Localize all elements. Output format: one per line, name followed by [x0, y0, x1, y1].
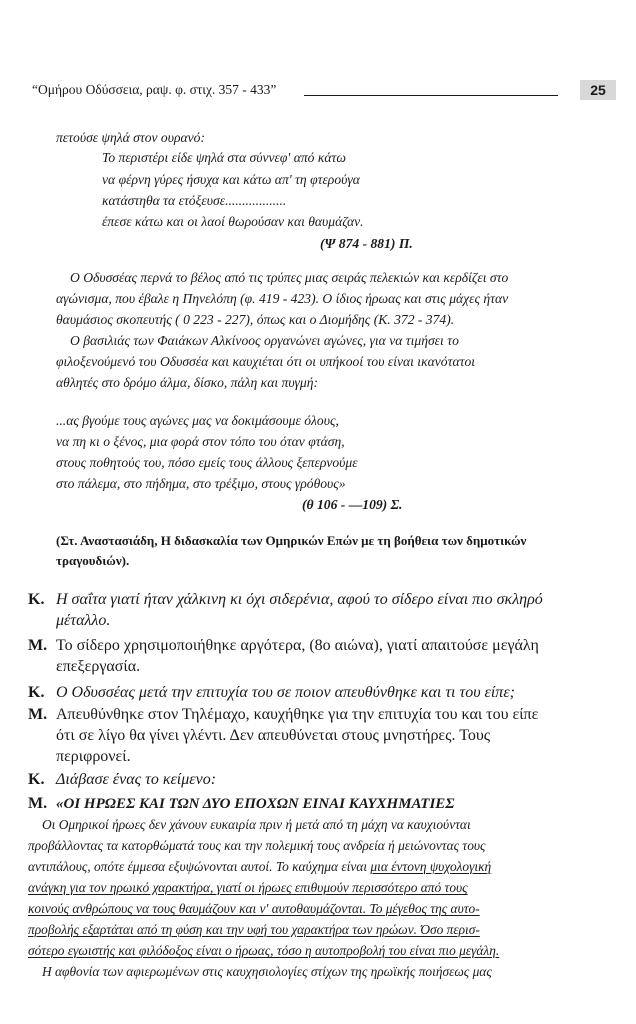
page-header — [32, 80, 606, 102]
essay-line — [28, 859, 491, 875]
essay-line: Οι Ομηρικοί ήρωες δεν χάνουν ευκαιρία πριν ή μετά από τη μάχη να καυχιούνται — [42, 817, 471, 832]
speaker-label: Μ. — [28, 637, 48, 654]
dialogue-line: Το σίδερο χρησιμοποιήθηκε αργότερα, (8ο αιώνα), γιατί απαιτούσε μεγάλη — [56, 637, 539, 654]
dialogue-line: ότι σε λίγο θα γίνει γλέντι. Δεν απευθύνεται στους μνηστήρες. Τους — [56, 727, 491, 744]
speaker-label: Κ. — [28, 771, 45, 788]
verse-line: στους ποθητούς του, πόσο εμείς τους άλλους ξεπερνούμε — [56, 455, 358, 470]
essay-heading: «ΟΙ ΗΡΩΕΣ ΚΑΙ ΤΩΝ ΔΥΟ ΕΠΟΧΩΝ ΕΙΝΑΙ ΚΑΥΧΗΜΑΤΙΕΣ — [56, 796, 455, 812]
page-number: 25 — [580, 80, 616, 100]
essay-line: προβολής εξαρτάται από τη φύση και την υφή του χαρακτήρα των ηρώων. Όσο περισ- — [28, 922, 480, 937]
dialogue-line: περιφρονεί. — [56, 748, 131, 765]
essay-line: κοινούς ανθρώπους να τους θαυμάζουν και ν' αυτοθαυμάζονται. Το μέγεθος της αυτο- — [28, 901, 480, 916]
verse-line: ...ας βγούμε τους αγώνες μας να δοκιμάσουμε όλους, — [56, 413, 339, 428]
header-rule — [304, 95, 558, 96]
essay-text: αντιπάλους, οπότε έμμεσα εξυψώνονται αυτοί. Το καύχημα είναι — [28, 859, 371, 874]
verse-reference: (Ψ 874 - 881) Π. — [320, 236, 413, 251]
prose-line: αθλητές στο δρόμο άλμα, δίσκο, πάλη και πυγμή: — [56, 375, 319, 390]
dialogue-line: Η σαΐτα γιατί ήταν χάλκινη κι όχι σιδερένια, αφού το σίδερο είναι πιο σκληρό — [56, 591, 543, 608]
underlined-text: μια έντονη ψυχολογική — [370, 859, 492, 874]
prose-line: θαυμάσιος σκοπευτής ( 0 223 - 227), όπως και ο Διομήδης (Κ. 372 - 374). — [56, 312, 455, 327]
dialogue-line: επεξεργασία. — [56, 658, 141, 675]
verse-line: να φέρνη γύρες ήσυχα και κάτω απ' τη φτερούγα — [102, 172, 360, 187]
verse-line: Το περιστέρι είδε ψηλά στα σύννεφ' από κάτω — [102, 150, 346, 165]
speaker-label: Μ. — [28, 795, 48, 812]
speaker-label: Κ. — [28, 684, 45, 701]
speaker-label: Κ. — [28, 591, 45, 608]
speaker-label: Μ. — [28, 706, 48, 723]
dialogue-line: Απευθύνθηκε στον Τηλέμαχο, καυχήθηκε για την επιτυχία του και του είπε — [56, 706, 539, 723]
prose-line: Ο Οδυσσέας περνά το βέλος από τις τρύπες μιας σειράς πελεκιών και κερδίζει στο — [70, 270, 509, 285]
essay-line: σότερο εγωιστής και φιλόδοξος είναι ο ήρωας, τόσο η αυτοπροβολή του είναι πιο μεγάλη. — [28, 943, 500, 958]
prose-line: Ο βασιλιάς των Φαιάκων Αλκίνοος οργανώνει αγώνες, για να τιμήσει το — [70, 333, 459, 348]
verse-line: κατάστηθα τα ετόξευσε.................. — [102, 193, 287, 208]
verse-intro: πετούσε ψηλά στον ουρανό: — [56, 130, 205, 145]
essay-line: προβάλλοντας τα κατορθώματά τους και την πολεμική τους ανδρεία ή μειώνοντας τους — [28, 838, 486, 853]
source-note-line: (Στ. Αναστασιάδη, Η διδασκαλία των Ομηρικών Επών με τη βοήθεια των δημοτικών — [56, 533, 527, 548]
dialogue-line: μέταλλο. — [56, 612, 111, 629]
verse-reference: (θ 106 - —109) Σ. — [302, 497, 403, 512]
verse-line: στο πάλεμα, στο πήδημα, στο τρέξιμο, στους γρόθους» — [56, 476, 346, 491]
prose-line: φιλοξενούμενό του Οδυσσέα και καυχιέται ότι οι υπήκοοί του είναι ικανότατοι — [56, 354, 476, 369]
source-note-line: τραγουδιών). — [56, 553, 130, 568]
prose-line: αγώνισμα, που έβαλε η Πηνελόπη (φ. 419 - 423). Ο ίδιος ήρωας και στις μάχες ήταν — [56, 291, 509, 306]
essay-line: ανάγκη για τον ηρωικό χαρακτήρα, γιατί οι ήρωες επιθυμούν περισσότερο από τους — [28, 880, 468, 895]
essay-line: Η αφθονία των αφιερωμένων στις καυχησιολογίες στίχων της ηρωϊκής ποιήσεως μας — [42, 964, 492, 979]
dialogue-line: Ο Οδυσσέας μετά την επιτυχία του σε ποιον απευθύνθηκε και τι του είπε; — [56, 684, 515, 701]
verse-line: έπεσε κάτω και οι λαοί θωρούσαν και θαυμάζαν. — [102, 214, 364, 229]
dialogue-line: Διάβασε ένας το κείμενο: — [56, 771, 217, 788]
verse-line: να πη κι ο ξένος, μια φορά στον τόπο του όταν φτάση, — [56, 434, 345, 449]
running-title: “Ομήρου Οδύσσεια, ραψ. φ. στιχ. 357 - 433” — [32, 82, 277, 97]
